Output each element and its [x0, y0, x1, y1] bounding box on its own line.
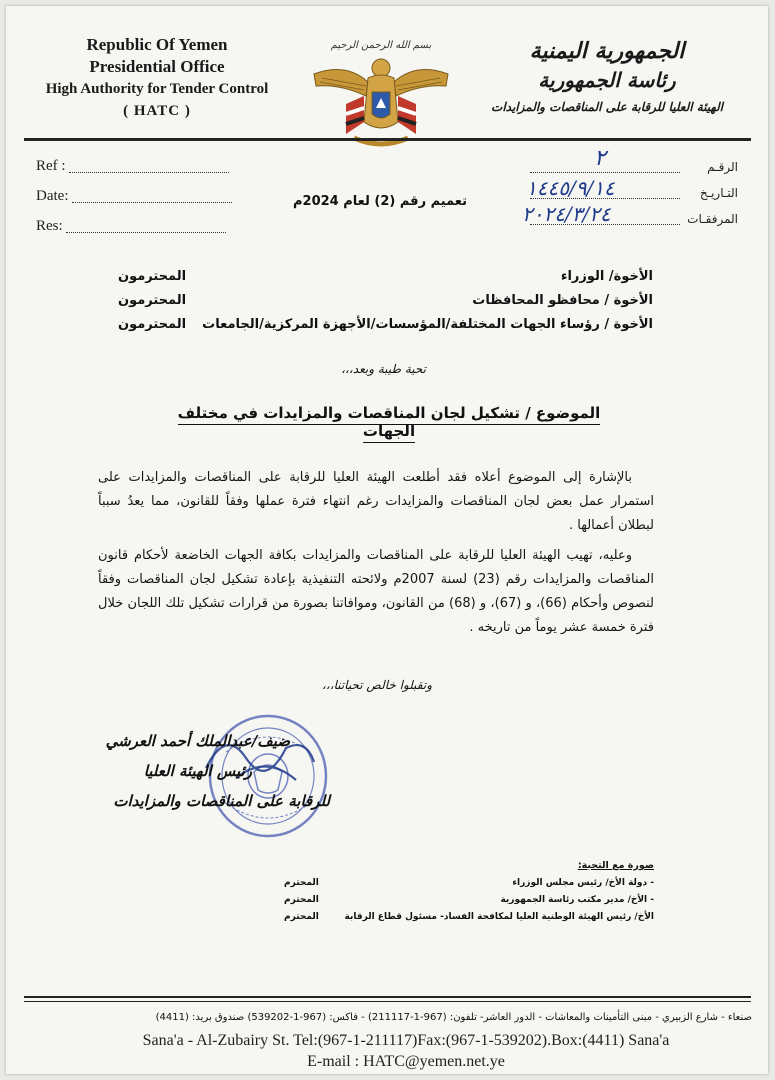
arabic-letterhead	[476, 36, 738, 120]
header-divider	[24, 138, 751, 141]
body-paragraph-1: بالإشارة إلى الموضوع أعلاه فقد أطلعت الهيئة العليا للرقابة على المناقصات والمزايدات على استمرار عمل بعض لجان المناقصات والمزايدات رغم انتهاء فترة عملها وفقاً للقانون، مما يعدُ سبباً لبطلان أعمالها .	[98, 470, 654, 533]
footer-divider-thin	[24, 1001, 751, 1002]
signatory-role: رئيس الهيئة العليا	[143, 762, 252, 780]
office-name: Presidential Office	[89, 57, 225, 76]
copy-recipient: - الأخ/ مدير مكتب رئاسة الجمهورية المحترم	[284, 895, 654, 905]
number-field: الرقـم	[518, 156, 738, 182]
copy-recipient: - دولة الأخ/ رئيس مجلس الوزراء المحترم	[284, 878, 654, 888]
country-name: Republic Of Yemen	[86, 35, 228, 54]
signatory-block	[90, 726, 330, 816]
greeting: تحية طيبة وبعد،،،	[341, 362, 426, 376]
circular-number: تعميم رقم (2) لعام 2024م	[293, 194, 468, 209]
handwritten-greg-date: ٢٠٢٤/٣/٢٤	[522, 202, 611, 226]
subject-line: الموضوع / تشكيل لجان المناقصات والمزايدات في مختلف الجهات	[154, 404, 624, 440]
authority-abbr: ( HATC )	[123, 103, 191, 119]
copy-recipient: الأخ/ رئيس الهيئة الوطنية العليا لمكافحة الفساد- مسئول قطاع الرقابة المحترم	[284, 912, 654, 922]
res-field: Res:	[36, 216, 232, 246]
copies-list	[284, 860, 654, 926]
arabic-country-name: الجمهورية اليمنية	[529, 38, 685, 64]
copies-heading: صورة مع التحية:	[577, 860, 654, 871]
signatory-name: ضيف/عبدالملك أحمد العرشي	[105, 732, 290, 750]
footer-email: E-mail : HATC@yemen.net.ye	[307, 1053, 505, 1070]
addressee-block	[118, 266, 653, 338]
date-field: Date:	[36, 186, 232, 216]
letter-page	[6, 6, 768, 1074]
arabic-authority-name: الهيئة العليا للرقابة على المناقصات والمزايدات	[491, 100, 723, 114]
date-field-ar: التـاريـخ	[518, 182, 738, 208]
authority-name: High Authority for Tender Control	[45, 81, 269, 97]
signatory-role-2: للرقابة على المناقصات والمزايدات	[113, 792, 330, 810]
arabic-office-name: رئاسة الجمهورية	[538, 68, 676, 92]
addressee-row: الأخوة / رؤساء الجهات المختلفة/المؤسسات/الأجهزة المركزية/الجامعات المحترمون	[118, 317, 653, 332]
yemen-eagle-emblem	[306, 34, 456, 152]
handwritten-number: ٢	[594, 146, 606, 171]
closing-line: وتقبلوا خالص تحياتنا،،،	[322, 678, 432, 692]
footer-divider	[24, 996, 751, 998]
addressee-row: الأخوة/ الوزراء المحترمون	[118, 269, 653, 284]
handwritten-hijri-date: ١٤٤٥/٩/١٤	[526, 176, 615, 200]
footer-address-english	[96, 1030, 716, 1072]
footer-address-line: Sana'a - Al-Zubairy St. Tel:(967-1-211117)Fax:(967-1-539202).Box:(4411) Sana'a	[142, 1032, 670, 1049]
body-paragraph-2: وعليه، تهيب الهيئة العليا للرقابة على المناقصات والمزايدات بكافة الجهات الخاضعة لأحكام قانون المناقصات والمزايدات رقم (23) لسنة 2007م ولائحته التنفيذية بإعادة تشكيل لجان المناقصات وفقاً لنصوص وأحكام (66)، و (67)، و (68) من القانون، وموافاتنا بصورة من قرارات تشكيل تلك اللجان خلال فترة خمسة عشر يوماً من تاريخه .	[98, 548, 654, 635]
attachments-field: المرفقـات	[518, 208, 738, 234]
addressee-row: الأخوة / محافظو المحافظات المحترمون	[118, 293, 653, 308]
basmala-text: بسم الله الرحمن الرحيم	[330, 40, 432, 51]
reference-fields	[36, 156, 232, 246]
ref-field: Ref :	[36, 156, 232, 186]
letter-body	[98, 466, 654, 646]
english-letterhead	[32, 34, 282, 122]
footer-address-arabic: صنعاء - شارع الزبيري - مبنى التأمينات والمعاشات - الدور العاشر- تلفون: (967-1-211117) - فاكس: (967-1-539202) صندوق بريد: (4411)	[155, 1012, 752, 1023]
